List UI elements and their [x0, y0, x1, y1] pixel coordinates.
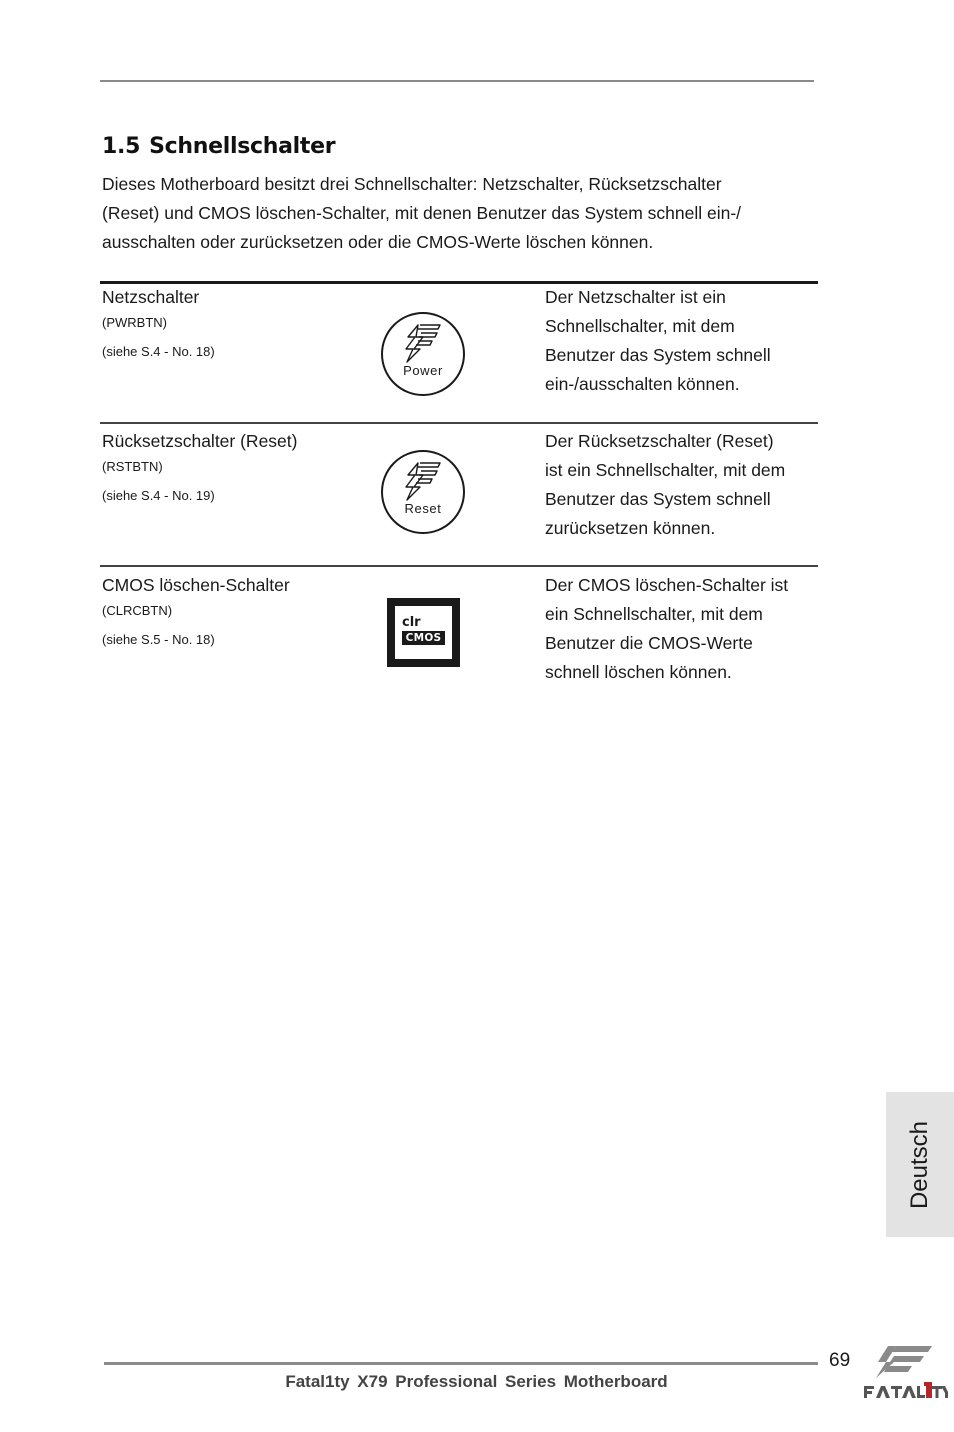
section-title-text: Schnellschalter	[149, 134, 336, 159]
switch-reference: (siehe S.4 - No. 19)	[102, 488, 215, 503]
clr-label: clr	[402, 615, 421, 630]
row-divider	[100, 565, 818, 567]
switch-code: (RSTBTN)	[102, 459, 163, 474]
reset-button-label: Reset	[404, 501, 442, 516]
cmos-label: CMOS	[402, 631, 445, 645]
description-line: ein Schnellschalter, mit dem	[545, 604, 763, 624]
page-number: 69	[829, 1350, 851, 1371]
switch-description	[545, 427, 825, 543]
section-number: 1.5	[102, 134, 141, 159]
clear-cmos-button-icon	[387, 598, 460, 667]
switch-code: (PWRBTN)	[102, 315, 167, 330]
lightning-logo-icon	[404, 322, 442, 364]
description-line: Benutzer das System schnell	[545, 345, 771, 365]
reset-button-icon	[381, 450, 465, 534]
switch-name: Rücksetzschalter (Reset)	[102, 431, 298, 451]
intro-line: ausschalten oder zurücksetzen oder die CMOS-Werte löschen können.	[102, 232, 654, 252]
language-tab-label: Deutsch	[906, 1120, 933, 1209]
switch-name: CMOS löschen-Schalter	[102, 575, 290, 595]
clear-cmos-button-face	[393, 604, 454, 661]
lightning-logo-icon	[404, 460, 442, 502]
description-line: Benutzer die CMOS-Werte	[545, 633, 753, 653]
description-line: Benutzer das System schnell	[545, 489, 771, 509]
description-line: Der Netzschalter ist ein	[545, 287, 726, 307]
language-tab	[886, 1092, 954, 1237]
switch-description	[545, 571, 825, 687]
intro-line: (Reset) und CMOS löschen-Schalter, mit denen Benutzer das System schnell ein-/	[102, 203, 742, 223]
power-button-label: Power	[403, 363, 443, 378]
header-rule	[100, 80, 814, 82]
footer-product-name: Fatal1ty X79 Professional Series Motherboard	[285, 1372, 668, 1391]
switch-name: Netzschalter	[102, 287, 200, 307]
description-line: zurücksetzen können.	[545, 518, 716, 538]
footer-rule	[104, 1362, 818, 1365]
switch-description	[545, 283, 825, 399]
fatal1ty-logo-icon	[862, 1342, 948, 1402]
description-line: ein-/ausschalten können.	[545, 374, 740, 394]
description-line: Der CMOS löschen-Schalter ist	[545, 575, 789, 595]
description-line: ist ein Schnellschalter, mit dem	[545, 460, 786, 480]
switch-reference: (siehe S.5 - No. 18)	[102, 632, 215, 647]
row-divider	[100, 422, 818, 424]
section-title	[102, 134, 335, 159]
power-button-icon	[381, 312, 465, 396]
intro-paragraph	[102, 170, 822, 257]
description-line: Der Rücksetzschalter (Reset)	[545, 431, 774, 451]
intro-line: Dieses Motherboard besitzt drei Schnellschalter: Netzschalter, Rücksetzschalter	[102, 174, 722, 194]
switch-reference: (siehe S.4 - No. 18)	[102, 344, 215, 359]
switch-code: (CLRCBTN)	[102, 603, 173, 618]
description-line: Schnellschalter, mit dem	[545, 316, 735, 336]
description-line: schnell löschen können.	[545, 662, 732, 682]
